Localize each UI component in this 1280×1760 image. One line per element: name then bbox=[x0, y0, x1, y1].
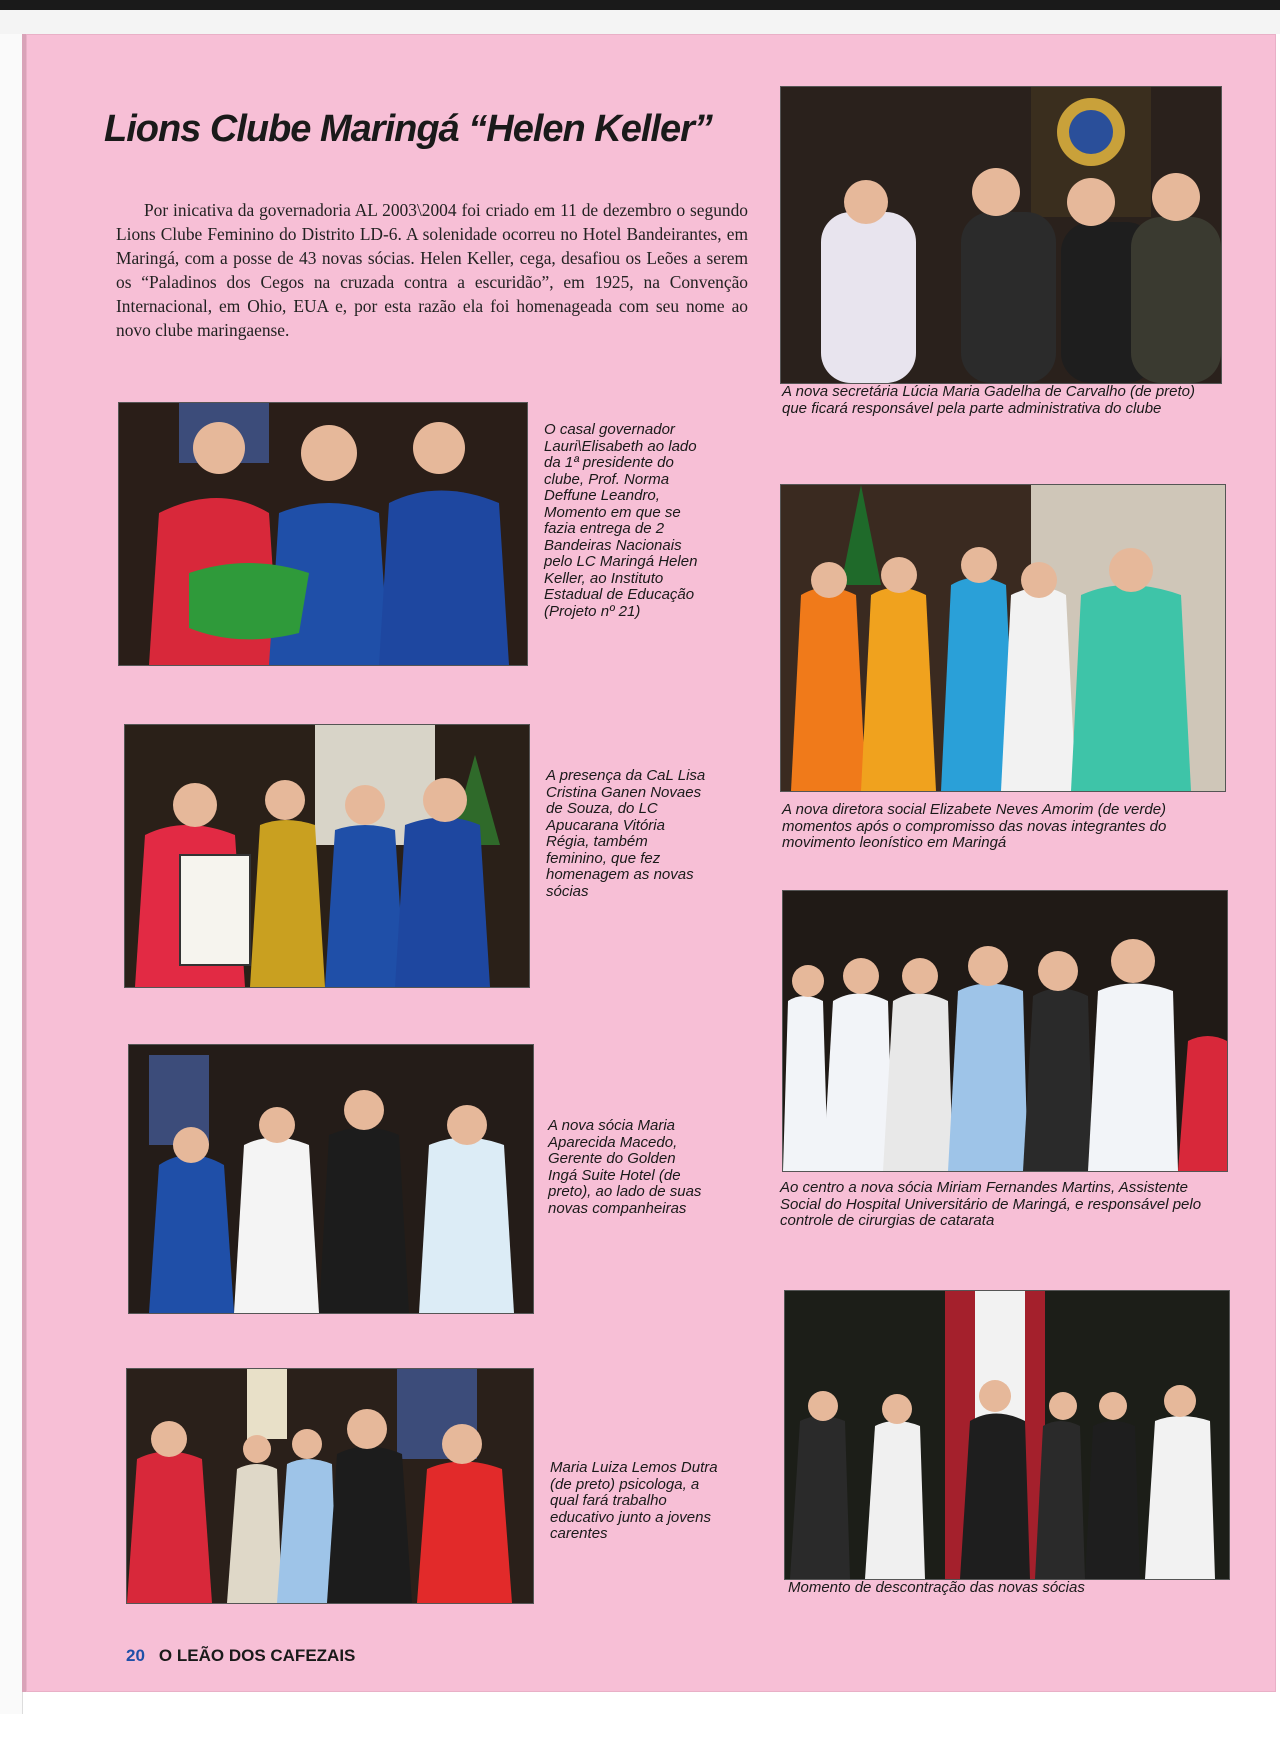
article-title: Lions Clube Maringá “Helen Keller” bbox=[104, 108, 712, 150]
top-edge bbox=[0, 0, 1280, 10]
caption-secretaria: A nova secretária Lúcia Maria Gadelha de Carvalho (de preto) que ficará responsável pela parte administrativa do clube bbox=[782, 383, 1195, 417]
page-number: 20 bbox=[126, 1646, 145, 1665]
photo-aparecida bbox=[128, 1044, 534, 1314]
photo-diretora bbox=[780, 484, 1226, 792]
photo-luiza bbox=[126, 1368, 534, 1604]
photo-miriam bbox=[782, 890, 1228, 1172]
caption-luiza: Maria Luiza Lemos Dutra (de preto) psicologa, a qual fará trabalho educativo junto a jovens carentes bbox=[550, 1459, 718, 1542]
photo-descontracao bbox=[784, 1290, 1230, 1580]
scan-margin bbox=[0, 10, 1280, 34]
caption-miriam: Ao centro a nova sócia Miriam Fernandes Martins, Assistente Social do Hospital Universitário de Maringá, e responsável pelo controle de cirurgias de catarata bbox=[780, 1179, 1202, 1229]
photo-secretaria bbox=[780, 86, 1222, 384]
page-footer bbox=[126, 1646, 355, 1666]
caption-governador: O casal governador Lauri\Elisabeth ao lado da 1ª presidente do clube, Prof. Norma Deffune Leandro, Momento em que se fazia entrega de 2 Bandeiras Nacionais pelo LC Maringá Helen Keller, ao Instituto Estadual de Educação (Projeto nº 21) bbox=[544, 421, 698, 620]
caption-aparecida: A nova sócia Maria Aparecida Macedo, Gerente do Golden Ingá Suite Hotel (de preto), ao lado de suas novas companheiras bbox=[548, 1117, 702, 1217]
photo-governador bbox=[118, 402, 528, 666]
caption-diretora: A nova diretora social Elizabete Neves Amorim (de verde) momentos após o compromisso das novas integrantes do movimento leonístico em Maringá bbox=[782, 801, 1167, 851]
page-binding-edge bbox=[0, 34, 23, 1714]
caption-descontracao: Momento de descontração das novas sócias bbox=[788, 1579, 1085, 1596]
article-intro: Por inicativa da governadoria AL 2003\2004 foi criado em 11 de dezembro o segundo Lions Clube Feminino do Distrito LD-6. A solenidade ocorreu no Hotel Bandeirantes, em Maringá, com a posse de 43 novas sócias. Helen Keller, cega, desafiou os Leões a serem os “Paladinos dos Cegos na cruzada contra a escuridão”, em 1925, na Convenção Internacional, em Ohio, EUA e, por esta razão ela foi homenageada com seu nome ao novo clube maringaense. bbox=[116, 200, 748, 340]
publication-name: O LEÃO DOS CAFEZAIS bbox=[158, 1646, 356, 1665]
photo-presenca bbox=[124, 724, 530, 988]
caption-presenca: A presença da CaL Lisa Cristina Ganen Novaes de Souza, do LC Apucarana Vitória Régia, também feminino, que fez homenagem as novas sócias bbox=[546, 767, 706, 900]
